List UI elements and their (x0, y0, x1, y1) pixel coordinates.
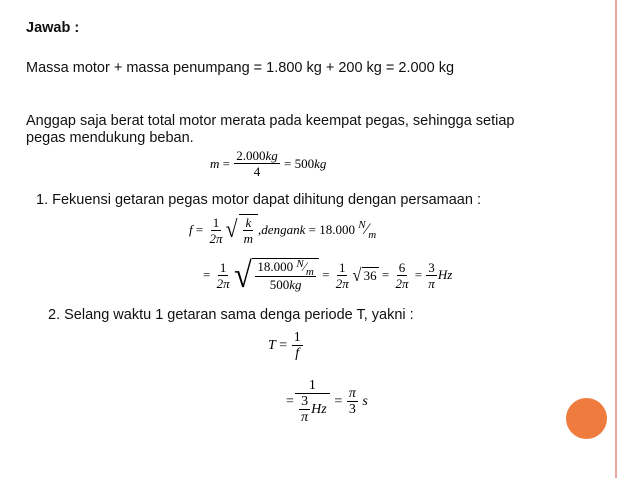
eq-f1-frac-den: 2π (209, 230, 223, 246)
eq-T2-big-fraction (295, 378, 330, 425)
eq-T2-r-num: π (348, 386, 356, 401)
eq-T2-r-den: 3 (348, 402, 356, 417)
eq-f1-sqrt-den: m (243, 231, 254, 246)
eq-m-num: 2.000 (236, 148, 266, 163)
eq-m-fraction (234, 148, 280, 179)
eq-f1-mid-text: ,dengan (258, 222, 300, 237)
eq-T2-unit: s (362, 393, 368, 409)
eq-f1-k: k (299, 222, 306, 237)
eq-f2-f3-num: 6 (398, 259, 406, 275)
right-border-line (615, 0, 617, 478)
eq-m-rhs-unit: kg (314, 155, 327, 171)
eq-f2-unit: Hz (437, 267, 453, 282)
eq-f2-fraction-4 (426, 260, 437, 291)
eq-f2-f1-num: 1 (219, 259, 227, 275)
eq-f2-sqrt: √ $\frac{18.000 ^N⁄_m}{500kg}$ (233, 258, 319, 292)
eq-T1-lhs: T (268, 337, 276, 353)
eq-f1-fraction (207, 215, 224, 246)
eq-f2-f1-den: 2π (216, 275, 230, 291)
eq-T1-den: f (295, 346, 300, 361)
eq-T1-fraction (292, 330, 303, 361)
eq-f1-lhs: f (189, 222, 193, 237)
eq-f1-sqrt: √ $\frac{k}{m}$ (225, 214, 258, 246)
eq-f2-sqrt-den-unit: kg (289, 277, 302, 292)
eq-f2-sqrt-den: 500 (269, 277, 290, 292)
eq-T2-result-fraction (347, 386, 358, 417)
equation-period-2: = 1 $\frac{3}{\pi}$ Hz = $\frac{\pi}{3}$ s (286, 378, 368, 425)
item-2-text: 2. Selang waktu 1 getaran sama denga periode T, yakni : (48, 307, 414, 323)
eq-m-num-unit: kg (265, 148, 278, 163)
orange-circle-decoration (566, 398, 607, 439)
eq-f1-unit-m: m (368, 229, 377, 241)
equation-period-1: T = $\frac{1}{f}$ (268, 330, 301, 361)
eq-m-den: 4 (253, 164, 261, 179)
eq-f2-f3-den: 2π (395, 275, 409, 291)
eq-f2-fraction-1 (215, 260, 232, 291)
eq-f2-f4-num: 3 (428, 259, 435, 275)
eq-f1-k-val: 18.000 (319, 222, 355, 237)
eq-f2-sqrt-36: √ 36 (352, 265, 377, 285)
eq-f2-fraction-2 (334, 260, 351, 291)
eq-f2-sqrt-num-m: m (305, 266, 314, 278)
eq-f1-unit-n: N (358, 219, 366, 231)
equation-mass: m = $\frac{2.000kg}{4}$ = 500 kg (210, 148, 327, 179)
eq-f2-f2-num: 1 (338, 259, 346, 275)
eq-f2-f4-den: π (428, 275, 435, 291)
eq-m-lhs: m (210, 155, 220, 171)
eq-T1-num: 1 (293, 330, 301, 345)
equation-frequency-1: f = $\frac{1}{2\pi}$ √ $\frac{k}{m}$ ,dengan k = 18.000 N ⁄ m (189, 214, 377, 246)
eq-f2-sqrt-num: 18.000 (257, 259, 294, 274)
eq-f2-f2-den: 2π (335, 275, 349, 291)
eq-T2-num: 1 (295, 378, 330, 394)
heading: Jawab : (26, 20, 80, 36)
eq-T2-den-unit: Hz (311, 402, 327, 417)
eq-f1-frac-num: 1 (212, 214, 220, 230)
equation-frequency-2: = $\frac{1}{2\pi}$ √ $\frac{18.000 ^N⁄_m}{500kg}$ = $\frac{1}{2\pi}$ √ 36 = $\frac{6}{2\pi}$ = $\frac{3}{\pi}$ Hz (203, 255, 453, 295)
eq-f2-sqrt36-val: 36 (363, 267, 377, 283)
eq-T2-den-num: 3 (301, 394, 309, 409)
eq-f2-sqrt-num-n: N (296, 258, 304, 270)
item-1-text: 1. Fekuensi getaran pegas motor dapat dihitung dengan persamaan : (36, 192, 481, 208)
eq-f1-sqrt-num: k (245, 215, 252, 230)
mass-sum-line: Massa motor + massa penumpang = 1.800 kg + 200 kg = 2.000 kg (26, 60, 455, 76)
paragraph-line-1: Anggap saja berat total motor merata pada keempat pegas, sehingga setiap (26, 113, 515, 129)
eq-f2-fraction-3 (393, 260, 410, 291)
eq-T2-den-den: π (301, 410, 309, 425)
paragraph-line-2: pegas mendukung beban. (26, 130, 194, 146)
eq-m-rhs: 500 (294, 155, 315, 171)
